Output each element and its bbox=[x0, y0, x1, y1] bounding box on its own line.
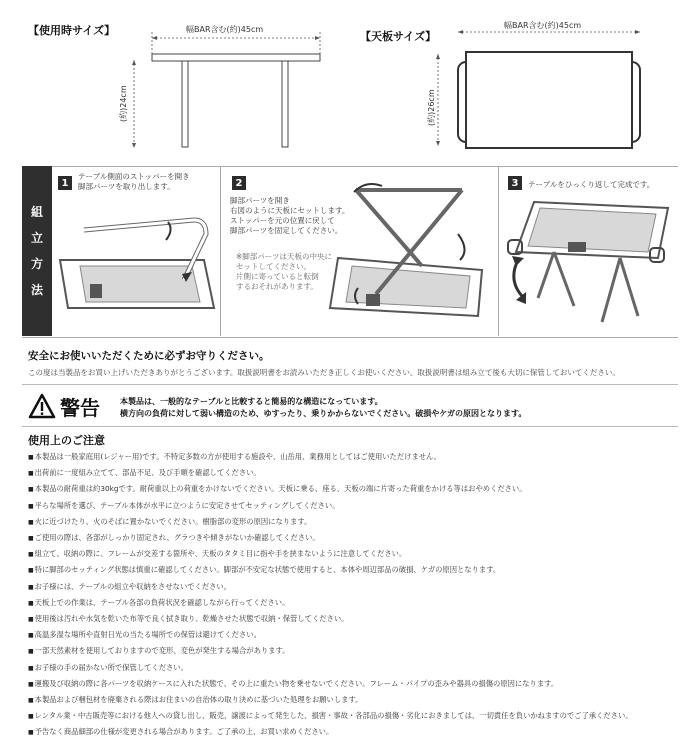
list-item: ■ 組立て、収納の際に、フレームが交差する箇所や、天板のタタミ目に指や手を挟まないように注意してください。 bbox=[28, 546, 678, 562]
top-size-diagram bbox=[430, 24, 650, 154]
list-item: ■ 使用後は汚れや水気を乾いた布等で良く拭き取り、乾燥させた状態で収納・保管してください。 bbox=[28, 611, 678, 627]
list-item: ■ 天板上での作業は、テーブル各部の負荷状況を確認しながら行ってください。 bbox=[28, 595, 678, 611]
warning-label: 警告 bbox=[60, 396, 100, 420]
list-item: ■ 運搬及び収納の際に各パーツを収納ケースに入れた状態で、その上に重たい物を乗せないでください。フレーム・パイプの歪みや器具の損傷の原因になります。 bbox=[28, 676, 678, 692]
safety-heading: 安全にお使いいただくために必ずお守りください。 bbox=[28, 350, 270, 362]
step-divider bbox=[498, 166, 499, 336]
step-2-illustration bbox=[226, 176, 496, 334]
safety-intro: この度は当製品をお買い上げいただきありがとうございます。取扱説明書をお読みいただき正しくお使いください。取扱説明書は組み立て後も大切に保管しておいてください。 bbox=[28, 368, 620, 377]
usage-size-diagram bbox=[120, 30, 330, 155]
list-item: ■ お子様には、テーブルの組立や収納をさせないでください。 bbox=[28, 579, 678, 595]
warning-text: 本製品は、一般的なテーブルと比較すると簡易的な構造になっています。 横方向の負荷に対して弱い構造のため、ゆすったり、乗りかからないでください。破損やケガの原因となります。 bbox=[120, 397, 527, 418]
usage-height-label: (約)24cm bbox=[119, 85, 128, 122]
warning-icon bbox=[28, 393, 56, 419]
list-item: ■ 本製品および梱包材を廃棄される際はお住まいの自治体の取り決めに基づいた処理をお願いします。 bbox=[28, 692, 678, 708]
list-item: ■ 本製品は一般家庭用(レジャー用)です。不特定多数の方が使用する施設や、山岳用、業務用としてはご使用いただけません。 bbox=[28, 449, 678, 465]
list-item: ■ ご使用の際は、各部がしっかり固定され、グラつきや傾きがないか確認してください。 bbox=[28, 530, 678, 546]
notes-title: 使用上のご注意 bbox=[28, 434, 105, 447]
step-2-note: ※脚部パーツは天板の中央に セットしてください。 片側に寄っていると転倒 するおそれがあります。 bbox=[236, 252, 332, 291]
list-item: ■ 本製品の耐荷重は約30kgです。耐荷重以上の荷重をかけないでください。天板に乗る、座る、天板の端に片寄った荷重をかける等はおやめください。 bbox=[28, 481, 678, 497]
step-3-text: テーブルをひっくり返して完成です。 bbox=[528, 180, 655, 189]
notes-list bbox=[28, 449, 678, 741]
warning-divider bbox=[22, 426, 678, 427]
step-1-text: テーブル側面のストッパーを開き 脚部パーツを取り出します。 bbox=[78, 172, 190, 191]
list-item: ■ 一部天然素材を使用しておりますので変形、変色が発生する場合があります。 bbox=[28, 643, 678, 659]
list-item: ■ 平らな場所を選び、テーブル本体が水平に立つように安定させてセッティングしてください。 bbox=[28, 498, 678, 514]
list-item: ■ 予告なく商品細部の仕様が変更される場合があります。ご了承の上、お買い求めください。 bbox=[28, 724, 678, 740]
step-2-text: 脚部パーツを開き 右図のように天板にセットします。 ストッパーを元の位置に戻して 脚部パーツを固定してください。 bbox=[230, 196, 350, 235]
step-1-illustration bbox=[54, 200, 218, 330]
usage-size-title: 【使用時サイズ】 bbox=[28, 24, 116, 37]
top-width-label: 幅BAR含む(約)45cm bbox=[504, 21, 582, 30]
list-item: ■ 火に近づけたり、火のそばに置かないでください。樹脂部の変形の原因になります。 bbox=[28, 514, 678, 530]
list-item: ■ お子様の手の届かない所で保管してください。 bbox=[28, 660, 678, 676]
step-1-number: 1 bbox=[58, 176, 72, 190]
list-item: ■ 高温多湿な場所や直射日光の当たる場所での保管は避けてください。 bbox=[28, 627, 678, 643]
step-3-number: 3 bbox=[508, 176, 522, 190]
step-divider bbox=[220, 166, 221, 336]
usage-width-label: 幅BAR含む(約)45cm bbox=[186, 25, 264, 34]
top-size-title: 【天板サイズ】 bbox=[360, 30, 437, 43]
list-item: ■ 特に脚部のセッティング状態は慎重に確認してください。脚部が不安定な状態で使用すると、本体や周辺部品の破損、ケガの原因となります。 bbox=[28, 562, 678, 578]
top-height-label: (約)26cm bbox=[427, 89, 436, 126]
step-3-illustration bbox=[502, 196, 678, 334]
step-2-number: 2 bbox=[232, 176, 246, 190]
list-item: ■ レンタル業・中古販売等における他人への貸し出し、販売、譲渡によって発生した、損害・事故・各部品の損傷・劣化におきましては、一切責任を負いかねますのでご了承ください。 bbox=[28, 708, 678, 724]
assembly-side-label: 組 立 方 法 bbox=[22, 166, 52, 336]
list-item: ■ 出荷前に一度組み立てて、部品不足、及び手順を確認してください。 bbox=[28, 465, 678, 481]
safety-divider bbox=[22, 384, 678, 385]
